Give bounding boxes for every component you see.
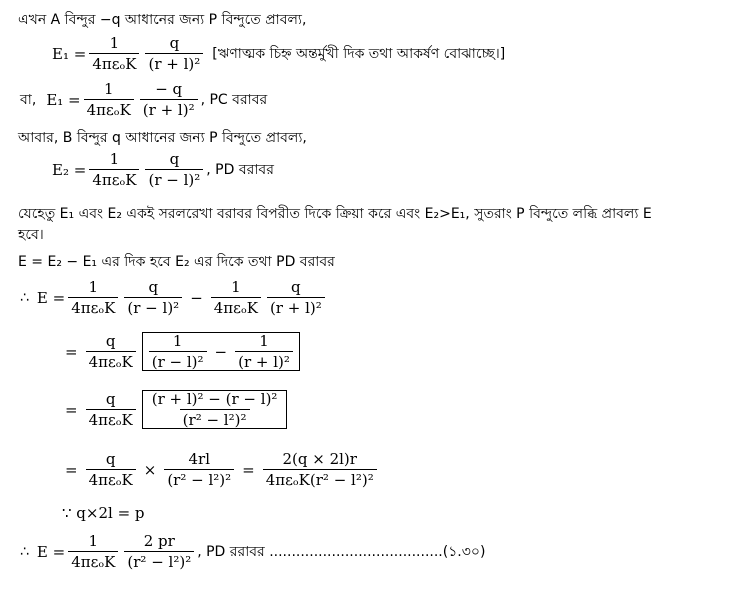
equation-e1-alt	[20, 80, 267, 119]
text-line-7: E = E₂ − E₁ এর দিক হবে E₂ এর দিকে তথা PD বরাবর	[18, 254, 335, 270]
fraction: $\frac{1}{\text{4πεₒK}}$	[68, 278, 118, 317]
equation-e2	[52, 150, 274, 189]
e1b-tail: , PC বরাবর	[200, 91, 268, 108]
fraction: $\frac{2(q \times 2l)r}{\text{4πεₒK(r² − l²)²}}$	[263, 450, 377, 489]
e2-tail: , PD বরাবর	[206, 161, 274, 178]
final-tail: , PD ররাবর .......................................(১.৩০)	[197, 543, 486, 560]
e1b-lhs: E₁ =	[46, 90, 81, 109]
text-line-6a: যেহেতু E₁ এবং E₂ একই সরলরেখা বরাবর বিপরীত দিকে ক্রিয়া করে এবং E₂>E₁, সুতরাং P বিন্দুতে লব্ধি প্রাবল্য E	[18, 206, 652, 222]
e1-note: [ঋণাত্মক চিহ্ন অন্তর্মুখী দিক তথা আকর্ষণ বোঝাচ্ছে।]	[212, 45, 506, 62]
fraction: $\frac{1}{\text{4πεₒK}}$	[211, 278, 261, 317]
e2-lhs: E₂ =	[52, 160, 87, 179]
fraction: $\frac{1}{\text{4πεₒK}}$	[84, 80, 134, 119]
text-line-4: আবার, B বিন্দুর q আধানের জন্য P বিন্দুতে প্রাবল্য,	[18, 130, 307, 146]
e1-lhs: E₁ =	[52, 44, 87, 63]
equation-step-2: = $\frac{q}{\text{4πεₒK}}$ $\frac{1}{\text{(r − l)²}}$ − $\frac{1}{\text{(r + l)²}}$	[60, 332, 303, 371]
fraction: $\frac{q}{\text{(r − l)²}}$	[124, 278, 182, 317]
fraction: $\frac{1}{\text{(r + l)²}}$	[235, 332, 293, 371]
fraction: $\frac{2 pr}{\text{(r² − l²)²}}$	[124, 532, 194, 571]
text-line-6b: হবে।	[18, 227, 44, 243]
ba-label: বা,	[20, 91, 37, 108]
equation-final: ∴ E = $\frac{1}{\text{4πεₒK}}$ $\frac{2 pr}{\text{(r² − l²)²}}$ , PD ররাবর .......................................(১.৩০)	[20, 532, 486, 571]
fraction: $\frac{1}{\text{(r − l)²}}$	[149, 332, 207, 371]
fraction: $\frac{4rl}{\text{(r² − l²)²}}$	[164, 450, 234, 489]
equation-step-4: = $\frac{q}{\text{4πεₒK}}$ × $\frac{4rl}{\text{(r² − l²)²}}$ = $\frac{2(q \times 2l)r}{\text{4πεₒK(r² − l²)²}}$	[60, 450, 380, 489]
fraction: $\frac{- q}{\text{(r + l)²}}$	[140, 80, 198, 119]
equation-since: ∵ q×2l = p	[62, 504, 145, 522]
equation-step-3: = $\frac{q}{\text{4πεₒK}}$ $\frac{\text{(r + l)² − (r − l)²}}{\text{(r² − l²)²}}$	[60, 390, 290, 429]
fraction: $\frac{1}{\text{4πεₒK}}$	[89, 34, 139, 73]
fraction: $\frac{q}{\text{(r + l)²}}$	[145, 34, 203, 73]
fraction: $\frac{q}{\text{(r − l)²}}$	[145, 150, 203, 189]
fraction: $\frac{q}{\text{4πεₒK}}$	[86, 450, 136, 489]
fraction: $\frac{1}{\text{4πεₒK}}$	[68, 532, 118, 571]
equation-e1	[52, 34, 505, 73]
bracket	[142, 390, 288, 429]
fraction: $\frac{q}{\text{(r + l)²}}$	[267, 278, 325, 317]
fraction: $\frac{1}{\text{4πεₒK}}$	[89, 150, 139, 189]
equation-e-difference: ∴ E = $\frac{1}{\text{4πεₒK}}$ $\frac{q}{\text{(r − l)²}}$ − $\frac{1}{\text{4πεₒK}}$ $\frac{q}{\text{(r + l)²}}$	[20, 278, 328, 317]
fraction: $\frac{q}{\text{4πεₒK}}$	[86, 332, 136, 371]
bracket: $\frac{1}{\text{(r − l)²}}$ − $\frac{1}{\text{(r + l)²}}$	[142, 332, 300, 371]
fraction: $\frac{q}{\text{4πεₒK}}$	[86, 390, 136, 429]
text-line-1: এখন A বিন্দুর −q আধানের জন্য P বিন্দুতে প্রাবল্য,	[18, 12, 307, 28]
fraction: $\frac{\text{(r + l)² − (r − l)²}}{\text{(r² − l²)²}}$	[151, 390, 278, 429]
